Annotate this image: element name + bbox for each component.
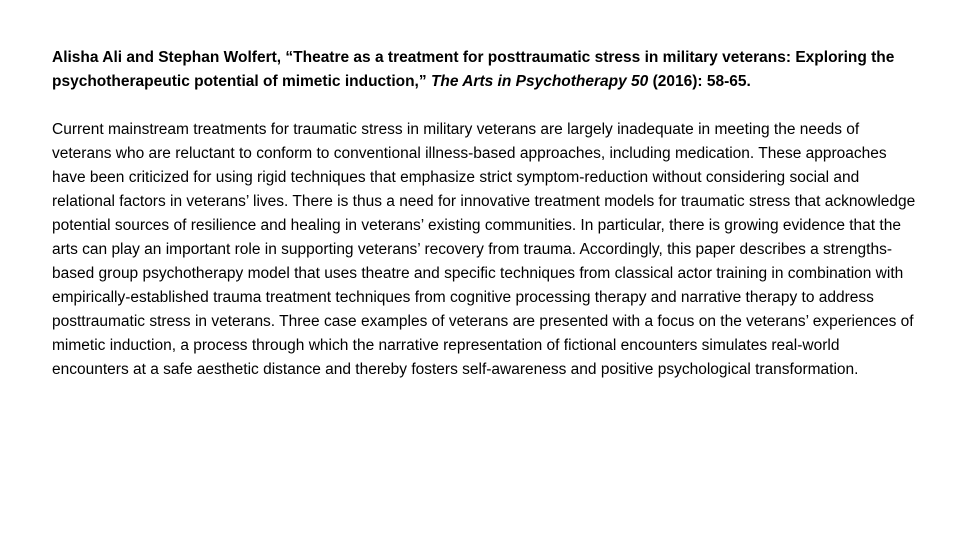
citation-authors-title: Alisha Ali and Stephan Wolfert, “Theatre as a treatment for posttraumatic stress in military veterans: Exploring the psychotherapeutic potential of mimetic induction,” bbox=[52, 49, 895, 90]
citation-journal: The Arts in Psychotherapy 50 bbox=[430, 73, 649, 90]
slide-content bbox=[52, 46, 920, 382]
citation-year-pages: (2016): 58-65. bbox=[648, 73, 751, 90]
citation bbox=[52, 46, 920, 94]
abstract-text: Current mainstream treatments for traumatic stress in military veterans are largely inadequate in meeting the needs of veterans who are reluctant to conform to conventional illness-based approaches, including medication. These approaches have been criticized for using rigid techniques that emphasize strict symptom-reduction without considering social and relational factors in veterans’ lives. There is thus a need for innovative treatment models for traumatic stress that acknowledge potential sources of resilience and healing in veterans’ existing communities. In particular, there is growing evidence that the arts can play an important role in supporting veterans’ recovery from trauma. Accordingly, this paper describes a strengths-based group psychotherapy model that uses theatre and specific techniques from classical actor training in combination with empirically-established trauma treatment techniques from cognitive processing therapy and narrative therapy to address posttraumatic stress in veterans. Three case examples of veterans are presented with a focus on the veterans’ experiences of mimetic induction, a process through which the narrative representation of fictional encounters simulates real-world encounters at a safe aesthetic distance and thereby fosters self-awareness and positive psychological transformation. bbox=[52, 121, 916, 378]
